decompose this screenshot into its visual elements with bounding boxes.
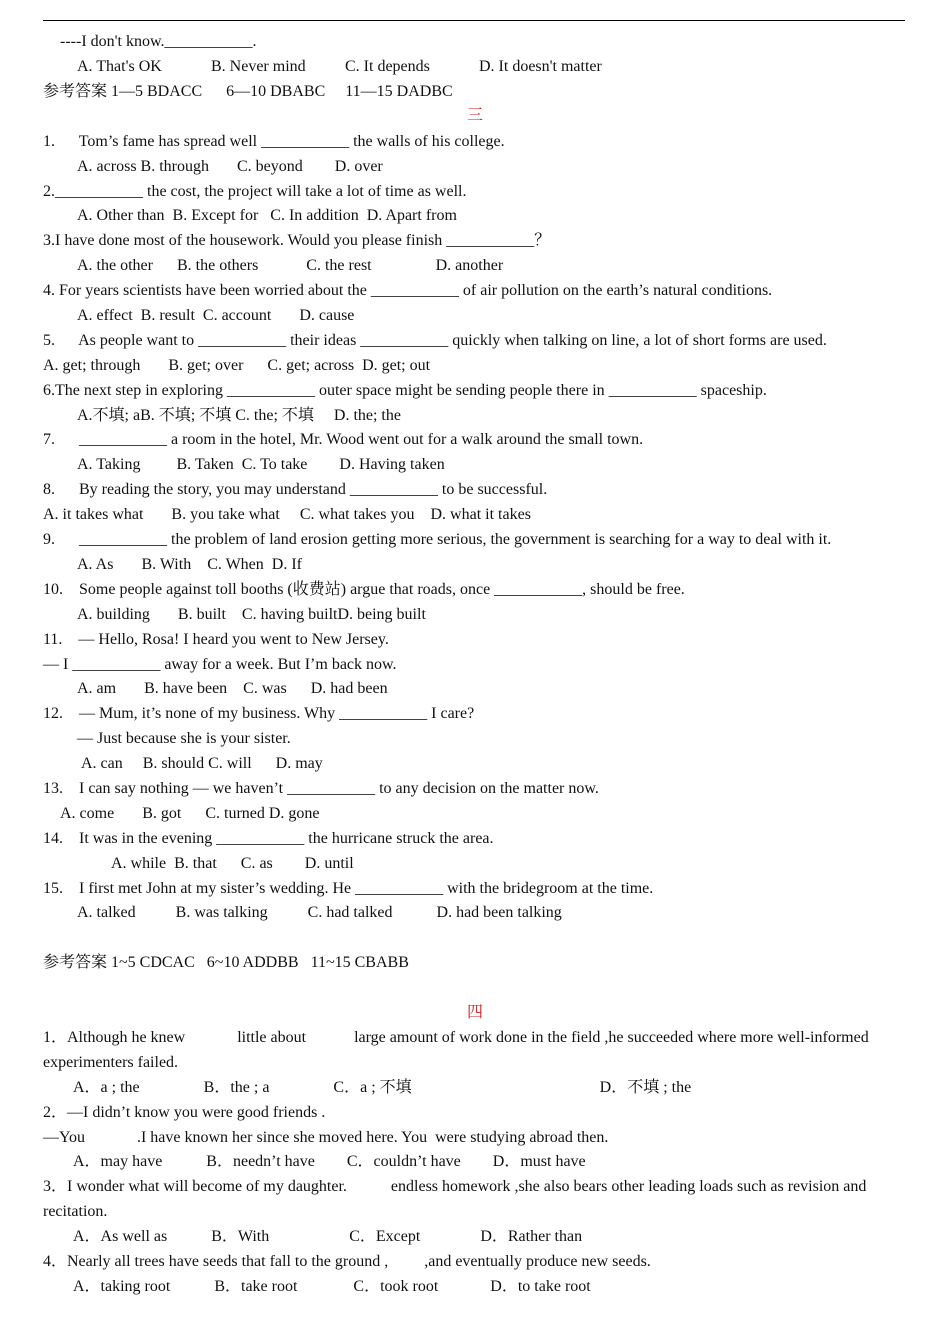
question-text: — I ___________ away for a week. But I’m back now.	[43, 656, 397, 673]
section-heading-3: 三	[466, 107, 483, 124]
question-options: A. As B. With C. When D. If	[77, 556, 302, 573]
question-text: recitation.	[43, 1203, 108, 1220]
question-text: 5. As people want to ___________ their ideas ___________ quickly when talking on line, a lot of short forms are used.	[43, 332, 827, 349]
question-options: A. Taking B. Taken C. To take D. Having taken	[77, 456, 445, 473]
question-text: —You .I have known her since she moved here. You were studying abroad then.	[43, 1129, 609, 1146]
question-text: experimenters failed.	[43, 1054, 179, 1071]
question-text: 10. Some people against toll booths (收费站) argue that roads, once ___________, should be free.	[43, 581, 685, 598]
question-text: 14. It was in the evening ___________ the hurricane struck the area.	[43, 830, 494, 847]
question-text: 3.I have done most of the housework. Would you please finish ___________？	[43, 232, 551, 249]
question-options: A．As well as B．With C．Except D．Rather than	[73, 1228, 583, 1245]
intro-option-b: B. Never mind	[211, 58, 306, 75]
question-text: 12. — Mum, it’s none of my business. Why ___________ I care?	[43, 705, 475, 722]
question-text: 15. I first met John at my sister’s wedding. He ___________ with the bridegroom at the time.	[43, 880, 654, 897]
question-text: — Just because she is your sister.	[77, 730, 291, 747]
question-text: 4. For years scientists have been worried about the ___________ of air pollution on the earth’s natural conditions.	[43, 282, 773, 299]
question-text: 2.___________ the cost, the project will take a lot of time as well.	[43, 183, 467, 200]
question-options: A.不填; aB. 不填; 不填 C. the; 不填 D. the; the	[77, 407, 401, 424]
intro-option-a: A. That's OK	[77, 58, 162, 75]
question-options: A. the other B. the others C. the rest D. another	[77, 257, 504, 274]
question-text: 11. — Hello, Rosa! I heard you went to New Jersey.	[43, 631, 389, 648]
section3-answer-key: 参考答案 1~5 CDCAC 6~10 ADDBB 11~15 CBABB	[43, 954, 409, 971]
top-rule	[43, 20, 905, 21]
intro-option-c: C. It depends	[345, 58, 430, 75]
question-options: A. while B. that C. as D. until	[111, 855, 354, 872]
question-options: A. across B. through C. beyond D. over	[77, 158, 383, 175]
question-text: 13. I can say nothing — we haven’t ___________ to any decision on the matter now.	[43, 780, 599, 797]
question-text: 7. ___________ a room in the hotel, Mr. Wood went out for a walk around the small town.	[43, 431, 644, 448]
question-options: A. building B. built C. having builtD. being built	[77, 606, 426, 623]
question-text: 2．—I didn’t know you were good friends .	[43, 1104, 326, 1121]
question-options: A. effect B. result C. account D. cause	[77, 307, 355, 324]
question-text: 1．Although he knew little about large amount of work done in the field ,he succeeded where more well-informed	[43, 1029, 869, 1046]
question-options: A．taking root B．take root C．took root D．to take root	[73, 1278, 591, 1295]
question-text: 9. ___________ the problem of land erosion getting more serious, the government is searching for a way to deal with it.	[43, 531, 832, 548]
question-options: A. Other than B. Except for C. In addition D. Apart from	[77, 207, 457, 224]
question-options: A. am B. have been C. was D. had been	[77, 680, 388, 697]
question-options: A. talked B. was talking C. had talked D. had been talking	[77, 904, 562, 921]
question-options: A. get; through B. get; over C. get; across D. get; out	[43, 357, 431, 374]
intro-option-d: D. It doesn't matter	[479, 58, 602, 75]
question-options: A. can B. should C. will D. may	[81, 755, 323, 772]
intro-answer-key: 参考答案 1—5 BDACC 6—10 DBABC 11—15 DADBC	[43, 83, 453, 100]
intro-reply: ----I don't know.___________.	[60, 33, 257, 50]
question-text: 4．Nearly all trees have seeds that fall to the ground , ,and eventually produce new seeds.	[43, 1253, 651, 1270]
question-options: A．may have B．needn’t have C．couldn’t have D．must have	[73, 1153, 586, 1170]
question-options: A. come B. got C. turned D. gone	[60, 805, 320, 822]
question-text: 8. By reading the story, you may understand ___________ to be successful.	[43, 481, 548, 498]
section-heading-4: 四	[466, 1004, 483, 1021]
question-options: A．a ; the B．the ; a C．a ; 不填 D．不填 ; the	[73, 1079, 692, 1096]
question-text: 1. Tom’s fame has spread well ___________ the walls of his college.	[43, 133, 505, 150]
question-options: A. it takes what B. you take what C. what takes you D. what it takes	[43, 506, 531, 523]
question-text: 3．I wonder what will become of my daughter. endless homework ,she also bears other leading loads such as revision and	[43, 1178, 867, 1195]
question-text: 6.The next step in exploring ___________ outer space might be sending people there in ___________ spaceship.	[43, 382, 767, 399]
